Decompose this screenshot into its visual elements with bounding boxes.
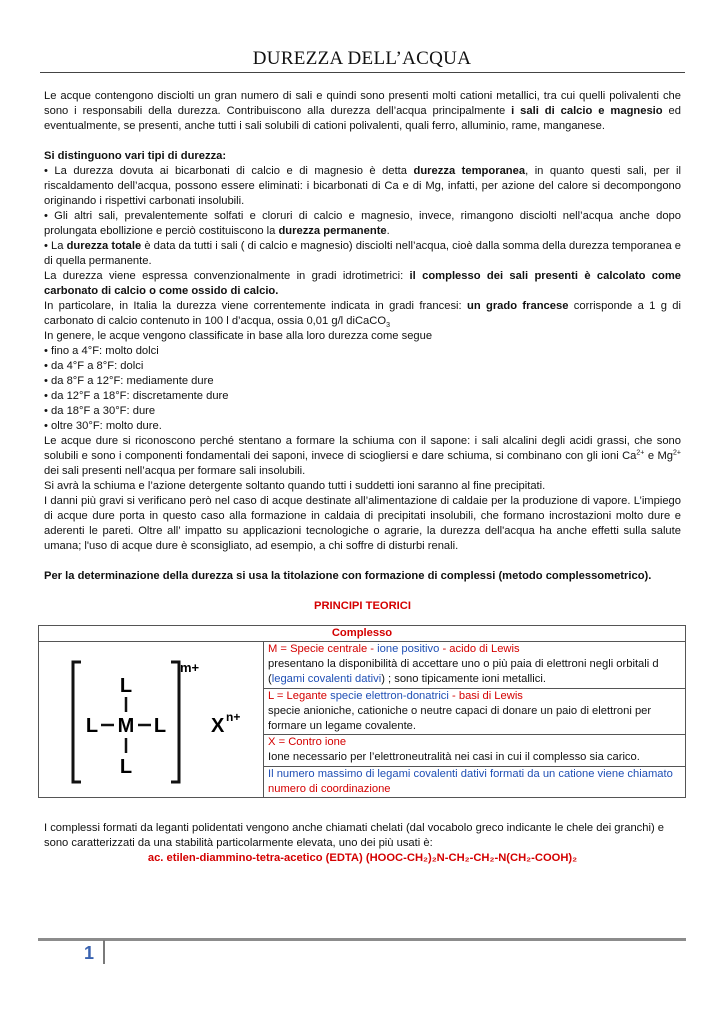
classification-item: • oltre 30°F: molto dure.: [44, 420, 162, 432]
metal-definition: [264, 642, 686, 689]
classification-item: • da 8°F a 12°F: mediamente dure: [44, 375, 214, 387]
counter-ion-charge: n+: [226, 710, 241, 724]
counter-ion-desc: Ione necessario per l’elettroneutralità nei casi in cui il complesso sia carico.: [268, 751, 640, 764]
ligand-bottom: L: [119, 756, 133, 778]
coordination-number-definition: [264, 766, 686, 797]
expr-text: La durezza viene espressa convenzionalmente in gradi idrotimetrici:: [44, 270, 410, 282]
expr-bold: il complesso dei sali presenti è calcolato come carbonato di calcio o come ossido di calcio.: [44, 270, 681, 297]
french-text-end: corrisponde a 1 g di carbonato di calcio contenuto in 100 l d’acqua, ossia 0,01 g/l diCaCO: [44, 300, 682, 327]
donor-label: specie elettron-donatrici: [330, 689, 449, 702]
ligand-definition: [264, 688, 686, 735]
table-header: Complesso: [39, 626, 686, 642]
ligand-right: L: [153, 715, 167, 737]
damage-paragraph: I danni più gravi si verificano però nel caso di acque destinate all’alimentazione di caldaie per la produzione di vapore. L’impiego di acque dure porta in questo caso alla formazione in caldaia di precipitati insolubili, che formano incrostazioni molto dure e aderenti le pareti. Oltre all’ impatto su applicazioni tecnologiche o agrarie, la durezza dell'acqua ha anche effetti sulla salute umana; l'uso di acque dure è sconsigliato, ad esempio, a chi soffre di disturbi renali.: [44, 495, 681, 552]
classification-item: • da 4°F a 8°F: dolci: [44, 360, 144, 372]
soap-text-end: dei sali presenti nell’acqua per formare sali insolubili.: [44, 465, 306, 477]
complex-structure-diagram: [39, 642, 263, 792]
types-heading-text: Si distinguono vari tipi di durezza:: [44, 150, 227, 162]
total-hardness: [44, 239, 681, 269]
soap-paragraph: [44, 434, 681, 479]
counter-ion-label: X = Contro ione: [268, 736, 347, 749]
page-number-bar: [103, 940, 105, 964]
tot-text-end: è data da tutti i sali ( di calcio e magnesio) disciolti nell’acqua, cioè dalla somma della durezza temporanea e di quella permanente.: [44, 240, 682, 267]
ligand-top: L: [119, 675, 133, 697]
document-body: [44, 89, 681, 866]
temp-text-end: , in quanto questi sali, per il riscaldamento dell’acqua, possono essere eliminati: i bicarbonati di Ca e di Mg, infatti, per azione del calore si decompongono originando i rispettivi carbonati insolubili.: [44, 165, 682, 207]
intro-text: Le acque contengono disciolti un gran numero di sali e quindi sono presenti molti cationi metallici, tra cui quelli polivalenti che sono i responsabili della durezza. Contribuiscono alla durezza dell’acqua principalmente: [44, 90, 681, 117]
permanent-hardness: [44, 209, 681, 239]
french-subscript: 3: [386, 322, 390, 330]
metal-desc-end: ) ; sono tipicamente ioni metallici.: [381, 673, 546, 685]
right-bracket: [171, 662, 179, 782]
intro-paragraph: [44, 89, 681, 134]
ligand-desc: specie anioniche, cationiche o neutre capaci di donare un paio di elettroni per formare un legame covalente.: [268, 704, 652, 732]
types-heading: [44, 149, 681, 164]
perm-bold: durezza permanente: [278, 225, 387, 237]
classification-intro: In genere, le acque vengono classificate in base alla loro durezza come segue: [44, 330, 433, 342]
separator: -: [439, 643, 450, 655]
temp-text: • La durezza dovuta ai bicarbonati di calcio e di magnesio è detta: [44, 165, 414, 177]
classification-item: • da 18°F a 30°F: dure: [44, 405, 156, 417]
metal-label: M = Specie centrale: [268, 643, 368, 655]
lewis-acid-label: acido di Lewis: [449, 643, 520, 655]
edta-formula: ac. etilen-diammino-tetra-acetico (EDTA) (HOOC-CH₂)₂N-CH₂-CH₂-N(CH₂-COOH)₂: [147, 852, 578, 864]
lewis-base-label: basi di Lewis: [458, 689, 523, 702]
ligand-label: L = Legante: [268, 689, 327, 702]
method-text: Per la determinazione della durezza si usa la titolazione con formazione di complessi (metodo complessometrico).: [44, 570, 652, 582]
metal-ion-label: ione positivo: [377, 643, 440, 655]
foam-paragraph: Si avrà la schiuma e l’azione detergente soltanto quando tutti i suddetti ioni saranno al fine precipitati.: [44, 480, 546, 492]
complex-table: [38, 625, 686, 798]
dative-bond-label: legami covalenti dativi: [271, 673, 382, 685]
french-text: In particolare, in Italia la durezza viene correntemente indicata in gradi francesi:: [44, 300, 467, 312]
soap-text: Le acque dure si riconoscono perché stentano a formare la schiuma con il sapone: i sali alcalini degli acidi grassi, che sono solubili e sono i componenti fondamentali dei saponi, invece di sciogliersi e dare schiuma, si combinano con gli ioni Ca: [44, 435, 681, 462]
mg-charge: 2+: [673, 449, 681, 457]
complex-diagram-cell: [39, 642, 264, 798]
chelate-paragraph: I complessi formati da leganti polidentati vengono anche chiamati chelati (dal vocabolo greco indicante le chele dei granchi) e sono caratterizzati da una stabilità particolarmente elevata, uno dei più usati è:: [44, 822, 665, 849]
left-bracket: [73, 662, 81, 782]
separator: -: [448, 689, 459, 702]
section-title: PRINCIPI TEORICI: [314, 600, 411, 612]
footer-divider: [38, 938, 686, 941]
method-paragraph: [44, 569, 681, 584]
perm-text: • Gli altri sali, prevalentemente solfati e cloruri di calcio e magnesio, invece, rimangono disciolti nell’acqua anche dopo prolungata ebollizione e perciò costituiscono la: [44, 210, 681, 237]
ca-charge: 2+: [636, 449, 645, 457]
coordination-desc: Il numero massimo di legami covalenti dativi formati da un catione viene chiamato: [268, 767, 673, 780]
separator: -: [367, 643, 378, 655]
temporary-hardness: [44, 164, 681, 209]
ligand-left: L: [85, 715, 99, 737]
counter-ion-definition: [264, 735, 686, 766]
classification-item: • fino a 4°F: molto dolci: [44, 345, 159, 357]
header-divider: [40, 72, 685, 73]
coordination-label: numero di coordinazione: [268, 782, 391, 795]
metal-desc: presentano la disponibilità di accettare uno o più paia di elettroni negli orbitali d (: [268, 658, 659, 685]
page-title: DUREZZA DELL’ACQUA: [252, 48, 472, 69]
soap-text-mid: e Mg: [644, 450, 673, 462]
expression-paragraph: [44, 269, 681, 299]
complex-charge: m+: [180, 660, 200, 675]
french-degree-paragraph: [44, 299, 681, 329]
perm-text-end: .: [386, 225, 390, 237]
metal-center: M: [117, 715, 135, 737]
tot-bold: durezza totale: [66, 240, 142, 252]
classification-item: • da 12°F a 18°F: discretamente dure: [44, 390, 229, 402]
tot-text: • La: [44, 240, 67, 252]
intro-text-end: ed eventualmente, se presenti, anche tutti i sali solubili di cationi polivalenti, quali ferro, alluminio, rame, manganese.: [44, 105, 681, 132]
temp-bold: durezza temporanea: [413, 165, 526, 177]
french-bold: un grado francese: [466, 300, 569, 312]
intro-bold: i sali di calcio e magnesio: [511, 105, 663, 117]
counter-ion: X: [211, 715, 225, 737]
page-number: 1: [84, 943, 95, 963]
